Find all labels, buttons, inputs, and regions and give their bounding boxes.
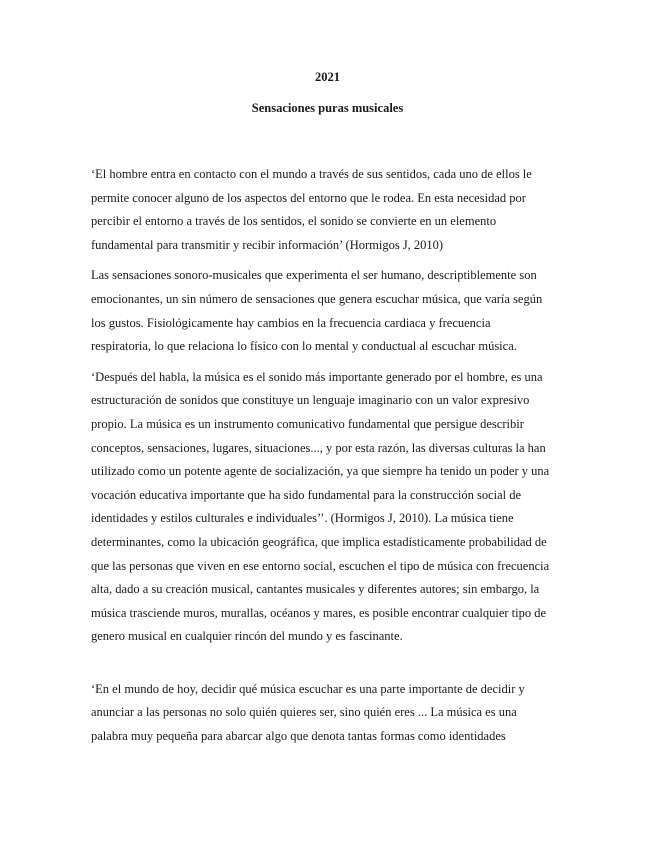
text-line: que las personas que viven en ese entorno social, escuchen el tipo de música con frecuencia xyxy=(91,558,550,573)
text-line: música trasciende muros, murallas, océanos y mares, es posible encontrar cualquier tipo de xyxy=(91,605,547,620)
text-line: respiratoria, lo que relaciona lo físico con lo mental y conductual al escuchar música. xyxy=(91,339,517,354)
text-line: utilizado como un potente agente de socialización, ya que siempre ha tenido un poder y una xyxy=(91,464,550,479)
document-title: Sensaciones puras musicales xyxy=(251,101,404,115)
text-line: vocación educativa importante que ha sido fundamental para la construcción social de xyxy=(91,487,522,502)
paragraph-1 xyxy=(91,163,571,257)
text-line: alta, dado a su creación musical, cantantes musicales y diferentes autores; sin embargo, la xyxy=(91,582,540,597)
text-line: permite conocer alguno de los aspectos del entorno que le rodea. En esta necesidad por xyxy=(91,190,526,205)
text-line: propio. La música es un instrumento comunicativo fundamental que persigue describir xyxy=(91,416,524,431)
text-line: ‘En el mundo de hoy, decidir qué música escuchar es una parte importante de decidir y xyxy=(91,681,525,696)
paragraph-4 xyxy=(91,678,571,749)
text-line: palabra muy pequeña para abarcar algo que denota tantas formas como identidades xyxy=(91,729,506,744)
text-line: genero musical en cualquier rincón del mundo y es fascinante. xyxy=(91,629,403,644)
text-line: fundamental para transmitir y recibir información’ (Hormigos J, 2010) xyxy=(91,237,444,252)
text-line: identidades y estilos culturales e individuales’’. (Hormigos J, 2010). La música tiene xyxy=(91,511,514,526)
text-line: percibir el entorno a través de los sentidos, el sonido se convierte en un elemento xyxy=(91,214,497,229)
text-line: ‘El hombre entra en contacto con el mundo a través de sus sentidos, cada uno de ellos le xyxy=(91,167,532,181)
text-line: ‘Después del habla, la música es el sonido más importante generado por el hombre, es una xyxy=(91,369,543,384)
text-line: determinantes, como la ubicación geográfica, que implica estadísticamente probabilidad de xyxy=(91,534,547,549)
document-body xyxy=(91,163,571,749)
text-line: conceptos, sensaciones, lugares, situaciones..., y por esta razón, las diversas culturas la han xyxy=(91,440,546,455)
text-line: emocionantes, un sin número de sensaciones que genera escuchar música, que varía según xyxy=(91,291,543,306)
paragraph-2 xyxy=(91,264,571,358)
text-line: anunciar a las personas no solo quién quieres ser, sino quién eres ... La música es una xyxy=(91,705,517,720)
text-line: estructuración de sonidos que constituye un lenguaje imaginario con un valor expresivo xyxy=(91,393,530,408)
text-line: Las sensaciones sonoro-musicales que experimenta el ser humano, descriptiblemente son xyxy=(91,268,537,283)
document-year: 2021 xyxy=(315,70,340,84)
text-line: los gustos. Fisiológicamente hay cambios en la frecuencia cardiaca y frecuencia xyxy=(91,315,491,330)
paragraph-3 xyxy=(91,366,571,649)
